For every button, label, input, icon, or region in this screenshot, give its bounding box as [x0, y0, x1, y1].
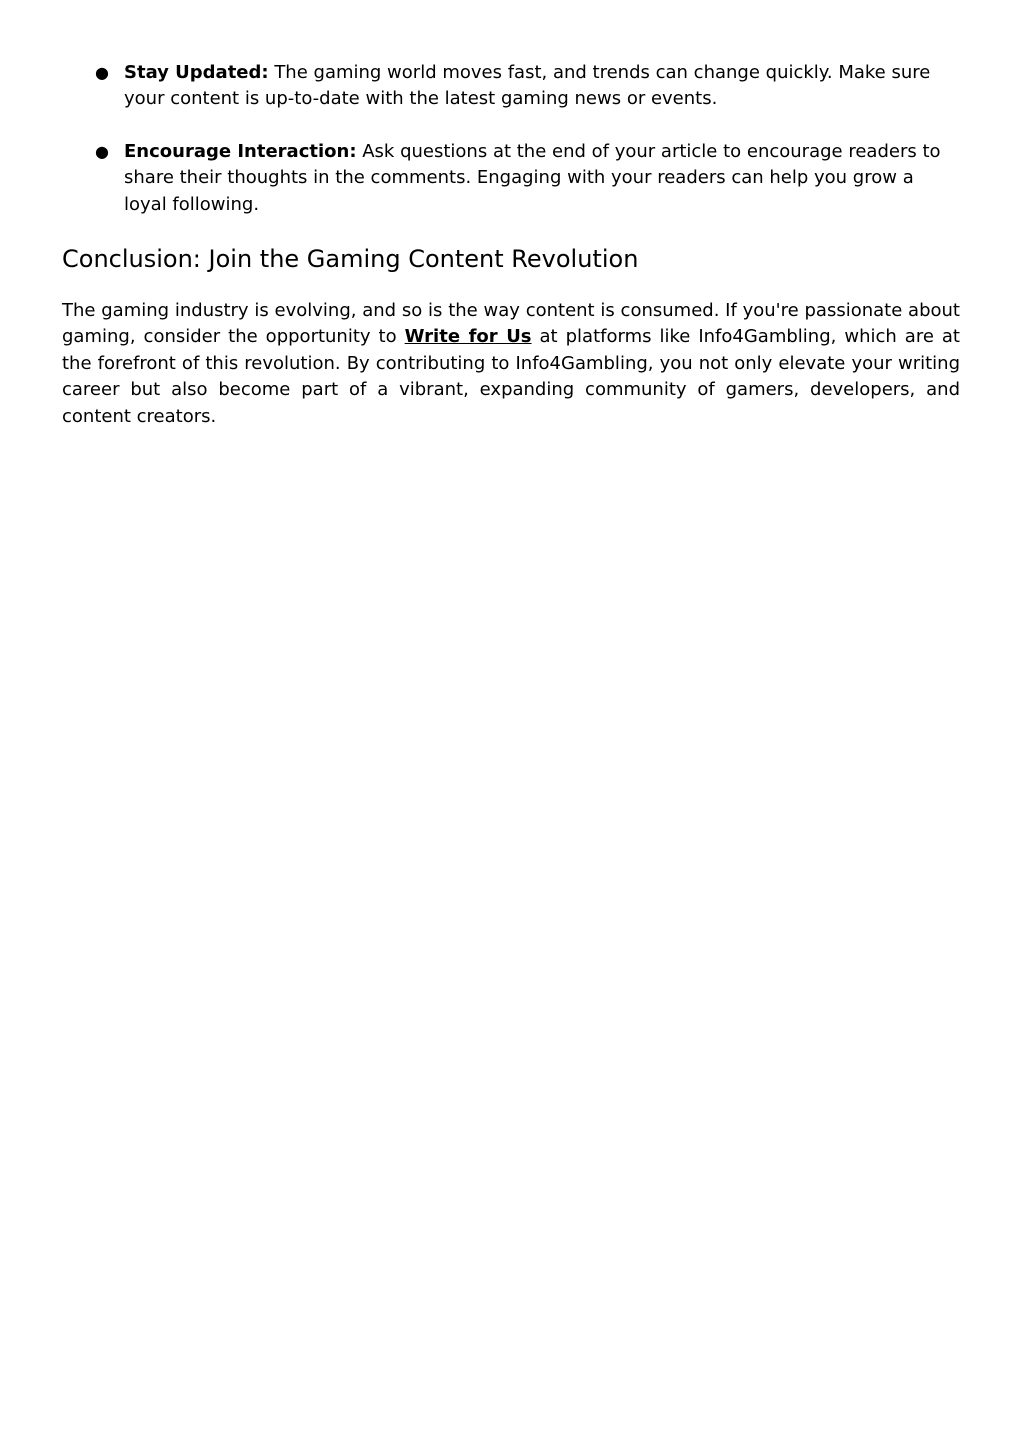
document-page	[62, 60, 960, 430]
bullet-term: Stay Updated:	[124, 62, 269, 83]
list-item-stay-updated	[62, 60, 960, 113]
list-item-encourage-interaction	[62, 139, 960, 218]
conclusion-heading: Conclusion: Join the Gaming Content Revolution	[62, 245, 639, 274]
bullet-text: Ask questions at the end of your article to encourage readers to share their thoughts in the comments. Engaging with your readers can help you grow a loyal following.	[124, 140, 941, 215]
write-for-us-link[interactable]: Write for Us	[404, 326, 532, 348]
conclusion-paragraph	[62, 298, 960, 430]
bullet-icon: ●	[95, 141, 109, 161]
bullet-icon: ●	[95, 63, 109, 82]
bullet-term: Encourage Interaction:	[124, 140, 357, 162]
bullet-text: The gaming world moves fast, and trends can change quickly. Make sure your content is up-to-date with the latest gaming news or events.	[124, 62, 931, 110]
tips-list	[62, 60, 960, 218]
paragraph-text-start: The gaming industry is evolving, and so is the way content is consumed. If you're passionate about gaming, consider the opportunity to	[62, 300, 960, 348]
paragraph-text-end: at platforms like Info4Gambling, which are at the forefront of this revolution. By contributing to Info4Gambling, you not only elevate your writing career but also become part of a vibrant, expanding community of gamers, developers, and content creators.	[62, 326, 960, 427]
